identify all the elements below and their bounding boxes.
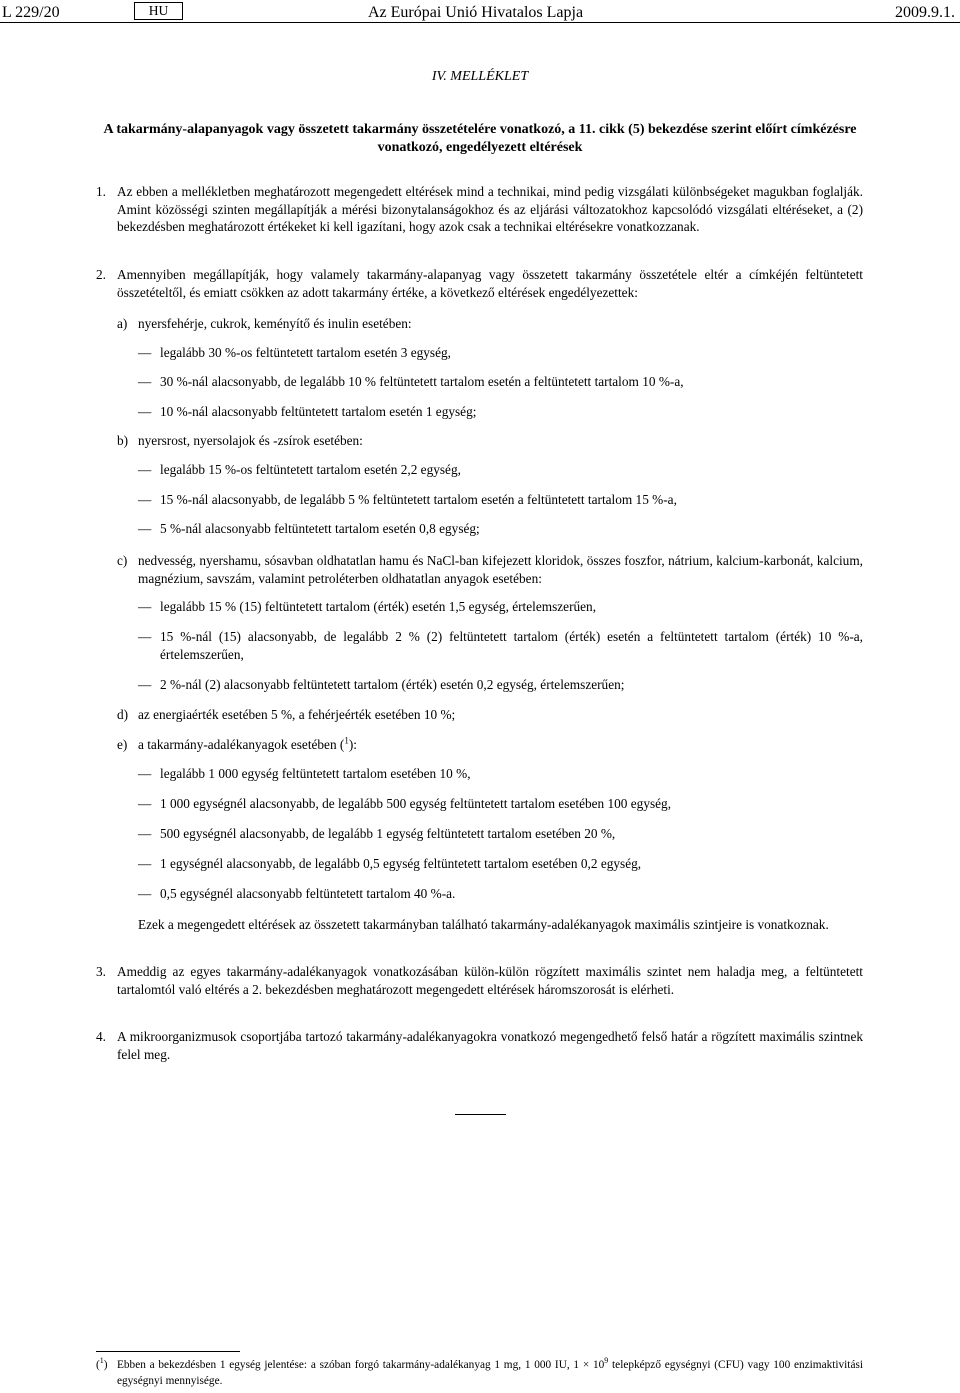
footnote-marker[interactable]: 1 (344, 735, 349, 746)
item-c (117, 552, 863, 587)
list-item-text: legalább 15 %-os feltüntetett tartalom esetén 2,2 egység, (160, 462, 461, 477)
list-item-text: 1 000 egységnél alacsonyabb, de legalább 500 egység feltüntetett tartalom esetében 100 egység, (160, 796, 672, 811)
list-item-text: 15 %-nál alacsonyabb, de legalább 5 % feltüntetett tartalom esetén a feltüntetett tartalom 15 %-a, (160, 492, 677, 507)
paragraph-text: Ameddig az egyes takarmány-adalékanyagok vonatkozásában külön-külön rögzített maximális szintet nem haladja meg, a feltüntetett tartalomtól való eltérés a 2. bekezdésben meghatározott megengedett eltérések háromszorosát is elérheti. (117, 964, 863, 997)
list-item-text: 500 egységnél alacsonyabb, de legalább 1 egység feltüntetett tartalom esetében 20 %, (160, 826, 616, 841)
paragraph-3 (96, 963, 863, 998)
dash-marker: — (138, 345, 152, 360)
list-item (138, 825, 863, 843)
footnote-number: 1 (99, 1356, 104, 1366)
dash-marker: — (138, 856, 152, 871)
header-divider (0, 22, 960, 23)
item-a (117, 315, 863, 333)
list-item (138, 795, 863, 813)
item-d (117, 706, 863, 724)
paragraph-number: 1. (96, 184, 106, 199)
footnote (96, 1357, 863, 1389)
item-label: b) (117, 433, 129, 448)
dash-marker: — (138, 796, 152, 811)
list-item (138, 344, 863, 362)
footnote-reference (96, 1357, 108, 1373)
footnote-divider (96, 1351, 240, 1352)
list-item (138, 885, 863, 903)
paragraph-number: 3. (96, 964, 106, 979)
list-item (138, 628, 863, 663)
dash-marker: — (138, 629, 152, 644)
item-text: az energiaérték esetében 5 %, a fehérjeérték esetében 10 %; (138, 707, 456, 722)
list-item (138, 403, 863, 421)
dash-marker: — (138, 492, 152, 507)
list-item (138, 598, 863, 616)
footnote-text (117, 1357, 863, 1389)
item-label: e) (117, 737, 128, 752)
footnote-exponent: 9 (604, 1356, 609, 1366)
list-item (138, 461, 863, 479)
paragraph-number: 2. (96, 267, 106, 282)
dash-marker: — (138, 374, 152, 389)
dash-marker: — (138, 599, 152, 614)
dash-marker: — (138, 826, 152, 841)
language-badge: HU (134, 2, 183, 20)
publication-date: 2009.9.1. (895, 4, 955, 21)
item-e (117, 736, 863, 754)
footnote-paren-close: ) (103, 1359, 108, 1371)
item-label: c) (117, 553, 128, 568)
paragraph-text: Amennyiben megállapítják, hogy valamely takarmány-alapanyag vagy összetett takarmány összetétele eltér a címkéjén feltüntetett összetételtől, és emiatt csökken az adott takarmány értéke, a következő eltérések engedélyezettek: (117, 267, 863, 300)
footnote-text-start: Ebben a bekezdésben 1 egység jelentése: a szóban forgó takarmány-adalékanyag 1 mg, 1 000 IU, 1 × 10 (117, 1359, 605, 1371)
list-item-text: legalább 30 %-os feltüntetett tartalom esetén 3 egység, (160, 345, 451, 360)
item-text: nyersrost, nyersolajok és -zsírok esetében: (138, 433, 363, 448)
dash-marker: — (138, 521, 152, 536)
item-text-end: ): (348, 737, 357, 752)
list-item (138, 676, 863, 694)
dash-marker: — (138, 766, 152, 781)
paragraph-text: A mikroorganizmusok csoportjába tartozó takarmány-adalékanyagokra vonatkozó megengedhető felső határ a rögzített maximális szintnek felel meg. (117, 1029, 863, 1062)
paragraph-number: 4. (96, 1029, 106, 1044)
list-item-text: legalább 1 000 egység feltüntetett tartalom esetében 10 %, (160, 766, 471, 781)
list-item-text: 15 %-nál (15) alacsonyabb, de legalább 2 % (2) feltüntetett tartalom (érték) esetén a feltüntetett tartalom (érték) 10 %-a, értelemszerűen, (160, 629, 863, 662)
item-label: d) (117, 707, 129, 722)
dash-marker: — (138, 677, 152, 692)
list-item (138, 520, 863, 538)
end-of-annex-rule (455, 1114, 506, 1115)
list-item (138, 373, 863, 391)
item-text: nedvesség, nyershamu, sósavban oldhatatlan hamu és NaCl-ban kifejezett kloridok, összes foszfor, nátrium, kalcium-karbonát, kalcium, magnézium, savszám, valamint petroléterben oldhatatlan anyagok esetében: (138, 553, 863, 586)
dash-marker: — (138, 886, 152, 901)
list-item (138, 765, 863, 783)
list-item-text: 2 %-nál (2) alacsonyabb feltüntetett tartalom (érték) esetén 0,2 egység, értelemszerűen; (160, 677, 625, 692)
item-b (117, 432, 863, 450)
list-item-text: 0,5 egységnél alacsonyabb feltüntetett tartalom 40 %-a. (160, 886, 456, 901)
item-text (138, 736, 863, 754)
annex-title: IV. MELLÉKLET (431, 69, 529, 84)
list-item-text: 30 %-nál alacsonyabb, de legalább 10 % feltüntetett tartalom esetén a feltüntetett tartalom 10 %-a, (160, 374, 684, 389)
footnote-paren-open: ( (96, 1359, 100, 1371)
list-item (138, 855, 863, 873)
item-label: a) (117, 316, 128, 331)
dash-marker: — (138, 404, 152, 419)
paragraph-text: Az ebben a mellékletben meghatározott megengedett eltérések mind a technikai, mind pedig vizsgálati különbségeket magukban foglalják. Amint közösségi szinten megállapítják a mérési bizonytalanságokhoz és az eljárási változatokhoz kapcsolódó vizsgálati eltéréseket, a (2) bekezdésben meghatározott értékeket ki kell igazítani, hogy azok csak a technikai eltérésekre vonatkozzanak. (117, 184, 863, 234)
list-item-text: legalább 15 % (15) feltüntetett tartalom (érték) esetén 1,5 egység, értelemszerűen, (160, 599, 597, 614)
journal-title: Az Európai Unió Hivatalos Lapja (368, 4, 584, 21)
paragraph-1 (96, 183, 863, 236)
document-title: A takarmány-alapanyagok vagy összetett takarmány összetételére vonatkozó, a 11. cikk (5) bekezdése szerint előírt címkézésre vonatkozó, engedélyezett eltérések (103, 122, 857, 155)
item-text: nyersfehérje, cukrok, keményítő és inulin esetében: (138, 316, 412, 331)
dash-marker: — (138, 462, 152, 477)
paragraph-2 (96, 266, 863, 301)
list-item-text: 1 egységnél alacsonyabb, de legalább 0,5 egység feltüntetett tartalom esetében 0,2 egység, (160, 856, 642, 871)
item-text-start: a takarmány-adalékanyagok esetében ( (138, 737, 345, 752)
footnote-text-end: telepképző egységnyi (CFU) vagy 100 enzimaktivitási egységnyi mennyisége. (117, 1359, 863, 1387)
list-item-text: 5 %-nál alacsonyabb feltüntetett tartalom esetén 0,8 egység; (160, 521, 480, 536)
page-reference: L 229/20 (2, 4, 60, 21)
list-item (138, 491, 863, 509)
paragraph-4 (96, 1028, 863, 1063)
item-e-note: Ezek a megengedett eltérések az összetett takarmányban található takarmány-adalékanyagok maximális szintjeire is vonatkoznak. (138, 917, 829, 932)
list-item-text: 10 %-nál alacsonyabb feltüntetett tartalom esetén 1 egység; (160, 404, 477, 419)
